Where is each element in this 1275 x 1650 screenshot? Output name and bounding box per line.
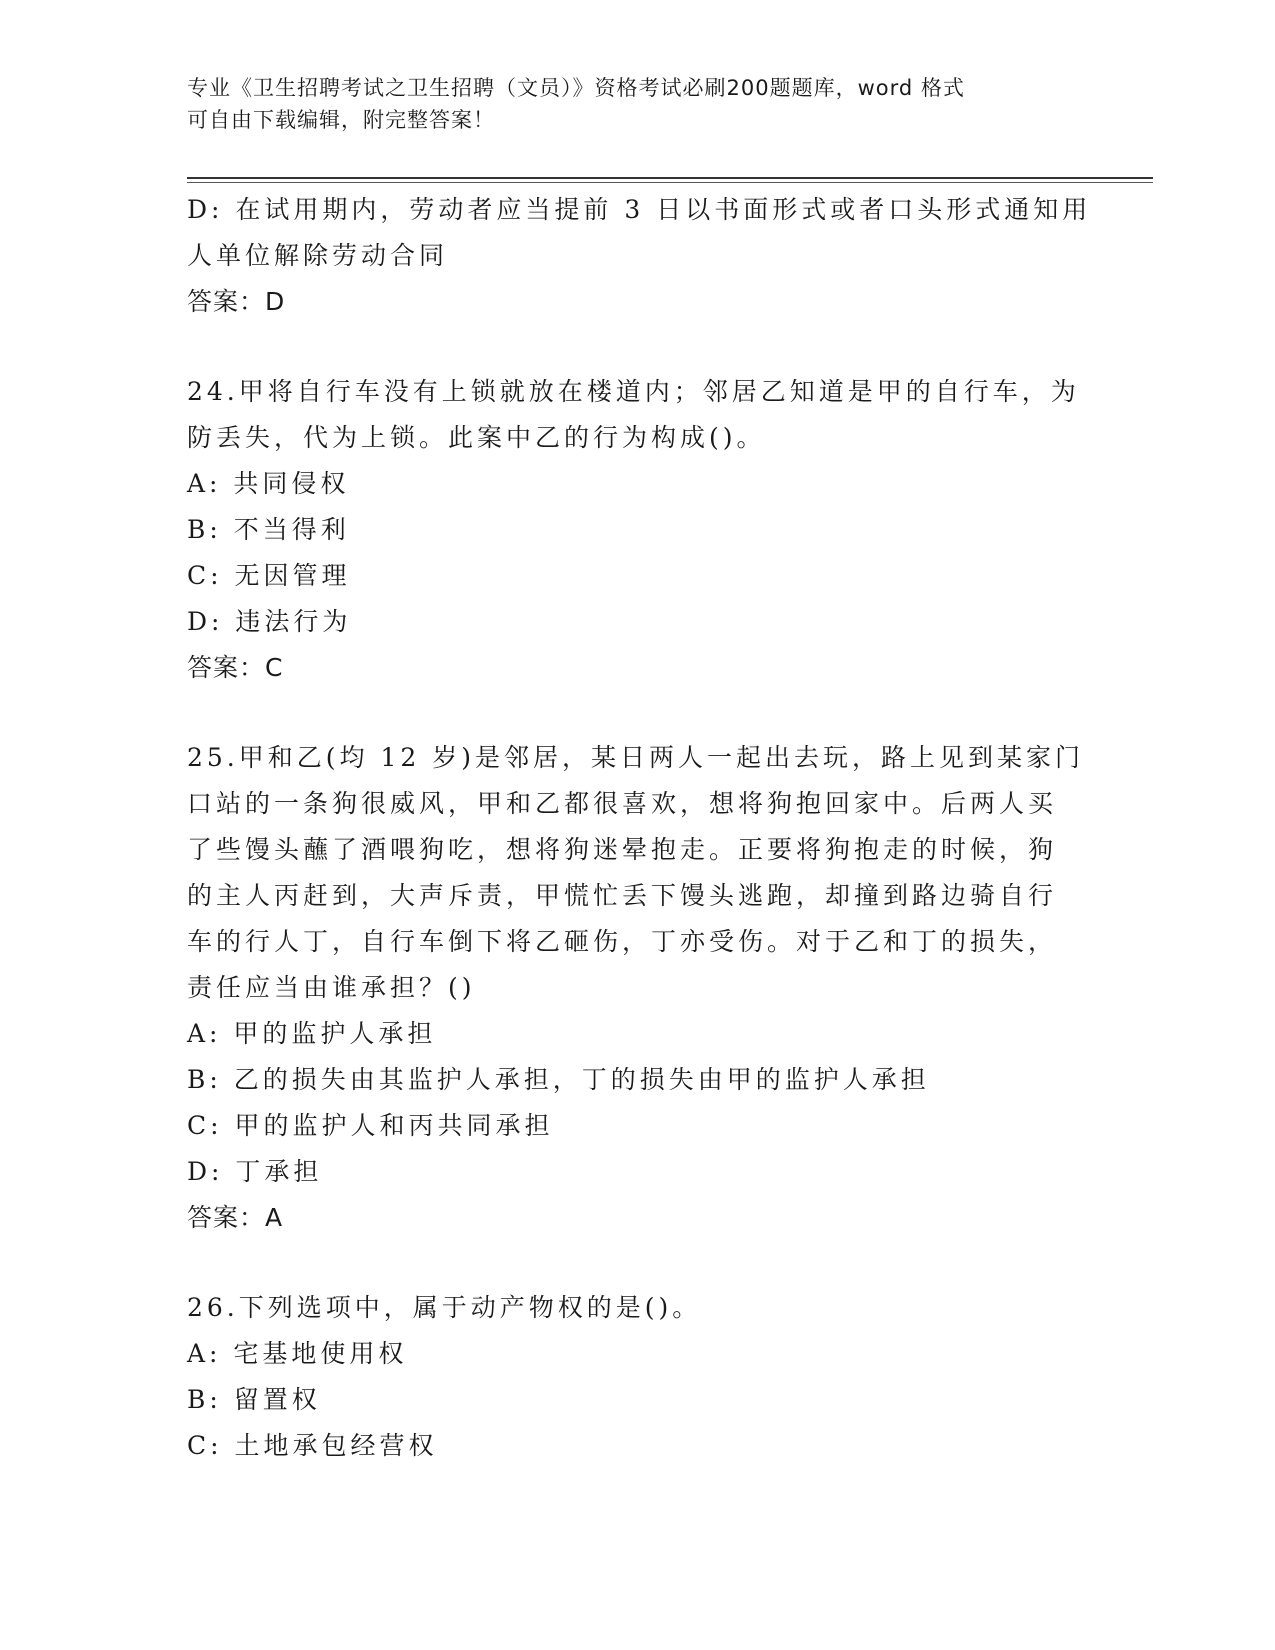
header-title-line-2: 可自由下载编辑，附完整答案！ xyxy=(187,108,495,132)
question-24 xyxy=(187,369,1080,691)
option-c: C: 无因管理 xyxy=(187,561,351,590)
question-25 xyxy=(187,735,1084,1241)
question-23-tail xyxy=(187,187,1092,325)
answer-label: 答案：A xyxy=(187,1203,284,1232)
question-stem-continued: 的主人丙赶到，大声斥责，甲慌忙丢下馒头逃跑，却撞到路边骑自行 xyxy=(187,881,1058,910)
option-c: C: 甲的监护人和丙共同承担 xyxy=(187,1111,554,1140)
option-a: A: 共同侵权 xyxy=(187,469,350,498)
question-stem-continued: 责任应当由谁承担？() xyxy=(187,973,476,1002)
question-stem: 26.下列选项中，属于动产物权的是()。 xyxy=(187,1293,702,1322)
option-c: C: 土地承包经营权 xyxy=(187,1431,438,1460)
question-26 xyxy=(187,1285,1067,1469)
question-stem: 25.甲和乙(均 12 岁)是邻居，某日两人一起出去玩，路上见到某家门 xyxy=(187,743,1084,772)
option-b: B: 留置权 xyxy=(187,1385,321,1414)
answer-label: 答案：D xyxy=(187,287,286,316)
header-divider xyxy=(187,177,1153,179)
option-d: D: 丁承担 xyxy=(187,1157,323,1186)
spacer xyxy=(187,325,1067,369)
question-stem-continued: 口站的一条狗很威风，甲和乙都很喜欢，想将狗抱回家中。后两人买 xyxy=(187,789,1058,818)
answer-label: 答案：C xyxy=(187,653,284,682)
document-body xyxy=(187,187,1092,1469)
question-stem-continued: 了些馒头蘸了酒喂狗吃，想将狗迷晕抱走。正要将狗抱走的时候，狗 xyxy=(187,835,1058,864)
option-d-continued: 人单位解除劳动合同 xyxy=(187,241,449,270)
spacer xyxy=(187,1241,1067,1285)
option-d: D: 违法行为 xyxy=(187,607,352,636)
spacer xyxy=(187,691,1067,735)
option-b: B: 乙的损失由其监护人承担，丁的损失由甲的监护人承担 xyxy=(187,1065,930,1094)
page-header xyxy=(187,72,1067,136)
header-divider-thin xyxy=(187,182,1153,183)
question-stem-continued: 车的行人丁，自行车倒下将乙砸伤，丁亦受伤。对于乙和丁的损失， xyxy=(187,927,1058,956)
option-a: A: 宅基地使用权 xyxy=(187,1339,408,1368)
question-stem: 24.甲将自行车没有上锁就放在楼道内；邻居乙知道是甲的自行车，为 xyxy=(187,377,1080,406)
option-b: B: 不当得利 xyxy=(187,515,350,544)
option-d: D: 在试用期内，劳动者应当提前 3 日以书面形式或者口头形式通知用 xyxy=(187,195,1092,224)
question-stem-continued: 防丢失，代为上锁。此案中乙的行为构成()。 xyxy=(187,423,766,452)
option-a: A: 甲的监护人承担 xyxy=(187,1019,437,1048)
header-title-line-1: 专业《卫生招聘考试之卫生招聘（文员）》资格考试必刷200题题库，word 格式 xyxy=(187,76,965,100)
